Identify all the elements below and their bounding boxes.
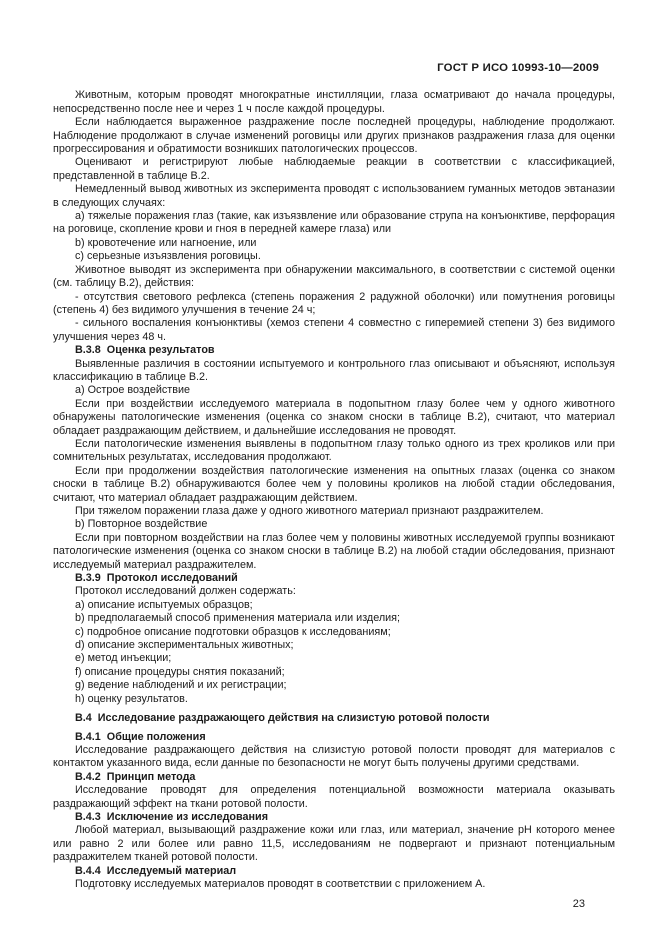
paragraph: Немедленный вывод животных из эксперимента проводят с использованием гуманных методов эвтаназии в следующих случаях: xyxy=(53,183,615,209)
section-heading: В.4.1 Общие положения xyxy=(75,730,206,743)
document-body xyxy=(53,89,615,891)
paragraph: Животным, которым проводят многократные инстилляции, глаза осматривают до начала процедуры, непосредственно после нее и через 1 ч после каждой процедуры. xyxy=(53,89,615,115)
paragraph: f) описание процедуры снятия показаний; xyxy=(75,665,285,678)
paragraph: b) Повторное воздействие xyxy=(75,518,208,531)
section-heading: В.4.2 Принцип метода xyxy=(75,770,196,783)
document-header-title: ГОСТ Р ИСО 10993-10—2009 xyxy=(437,62,599,74)
paragraph: Исследование раздражающего действия на слизистую ротовой полости проводят для материалов с контактом указанного вида, если данные по безопасности не могут быть получены другими средствами. xyxy=(53,743,615,770)
paragraph: g) ведение наблюдений и их регистрации; xyxy=(75,679,287,692)
paragraph: a) описание испытуемых образцов; xyxy=(75,598,253,611)
paragraph: Любой материал, вызывающий раздражение кожи или глаз, или материал, значение рН которого менее или равно 2 или более или равно 11,5, исследованиям не подвергают и признают потенциальным раздражителем тканей ротовой полости. xyxy=(53,824,615,864)
paragraph: e) метод инъекции; xyxy=(75,652,172,665)
paragraph: b) кровотечение или нагноение, или xyxy=(75,236,257,249)
section-heading: В.4.3 Исключение из исследования xyxy=(75,810,268,823)
paragraph: c) подробное описание подготовки образцов к исследованиям; xyxy=(75,625,391,638)
paragraph: При тяжелом поражении глаза даже у одного животного материал признают раздражителем. xyxy=(75,505,544,517)
paragraph: Если при воздействии исследуемого материала в подопытном глазу более чем у одного животного обнаружены патологические изменения (оценка со знаком сноски в таблице В.2), считают, что материал обладает раздражающим действием, и дальнейшие исследования не проводят. xyxy=(53,397,615,437)
paragraph: Если наблюдается выраженное раздражение после последней процедуры, наблюдение продолжают. Наблюдение продолжают в случае изменений роговицы или других признаков раздражения глаза для оценки прогрессирования и обратимости возникших патологических процессов. xyxy=(53,116,615,156)
paragraph: b) предполагаемый способ применения материала или изделия; xyxy=(75,612,401,625)
paragraph: c) серьезные изъязвления роговицы. xyxy=(75,250,261,263)
paragraph: d) описание экспериментальных животных; xyxy=(75,639,294,652)
paragraph: a) Острое воздействие xyxy=(75,384,191,397)
section-heading: В.3.9 Протокол исследований xyxy=(75,572,238,585)
paragraph: Животное выводят из эксперимента при обнаружении максимального, в соответствии с системой оценки (см. таблицу В.2), действия: xyxy=(53,263,615,290)
paragraph: Если при продолжении воздействия патологические изменения на опытных глазах (оценка со знаком сноски в таблице В.2) обнаруживаются более чем у половины кроликов на любой стадии обследования, считают, что материал обладает раздражающим действием. xyxy=(53,464,615,504)
section-heading: В.4.4 Исследуемый материал xyxy=(75,864,237,877)
paragraph: a) тяжелые поражения глаз (такие, как изъязвление или образование струпа на конъюнктиве, перфорация на роговице, скопление крови и гноя в передней камере глаза) или xyxy=(53,210,615,236)
paragraph: h) оценку результатов. xyxy=(75,692,188,705)
paragraph: Если при повторном воздействии на глаз более чем у половины животных исследуемой группы возникают патологические изменения (оценка со знаком сноски в таблице В.2) на любой стадии обследования, признают исследуемый материал раздражителем. xyxy=(53,531,615,571)
paragraph: - отсутствия светового рефлекса (степень поражения 2 радужной оболочки) или помутнения роговицы (степень 4) без видимого улучшения в течение 24 ч; xyxy=(53,290,615,316)
paragraph: Выявленные различия в состоянии испытуемого и контрольного глаз описывают и объясняют, используя классификацию в таблице В.2. xyxy=(53,357,615,383)
page-number: 23 xyxy=(572,898,585,911)
paragraph: Исследование проводят для определения потенциальной возможности материала оказывать раздражающий эффект на ткани ротовой полости. xyxy=(53,784,615,810)
paragraph: Если патологические изменения выявлены в подопытном глазу только одного из трех кроликов или при сомнительных результатах, исследования продолжают. xyxy=(53,437,615,464)
section-heading: В.4 Исследование раздражающего действия на слизистую ротовой полости xyxy=(75,712,490,725)
paragraph: Протокол исследований должен содержать: xyxy=(75,585,296,598)
paragraph: - сильного воспаления конъюнктивы (хемоз степени 4 совместно с гиперемией степени 3) без видимого улучшения через 48 ч. xyxy=(53,317,615,343)
paragraph: Подготовку исследуемых материалов проводят в соответствии с приложением А. xyxy=(75,877,486,890)
section-heading: В.3.8 Оценка результатов xyxy=(75,344,215,357)
paragraph: Оценивают и регистрируют любые наблюдаемые реакции в соответствии с классификацией, представленной в таблице В.2. xyxy=(53,156,615,182)
